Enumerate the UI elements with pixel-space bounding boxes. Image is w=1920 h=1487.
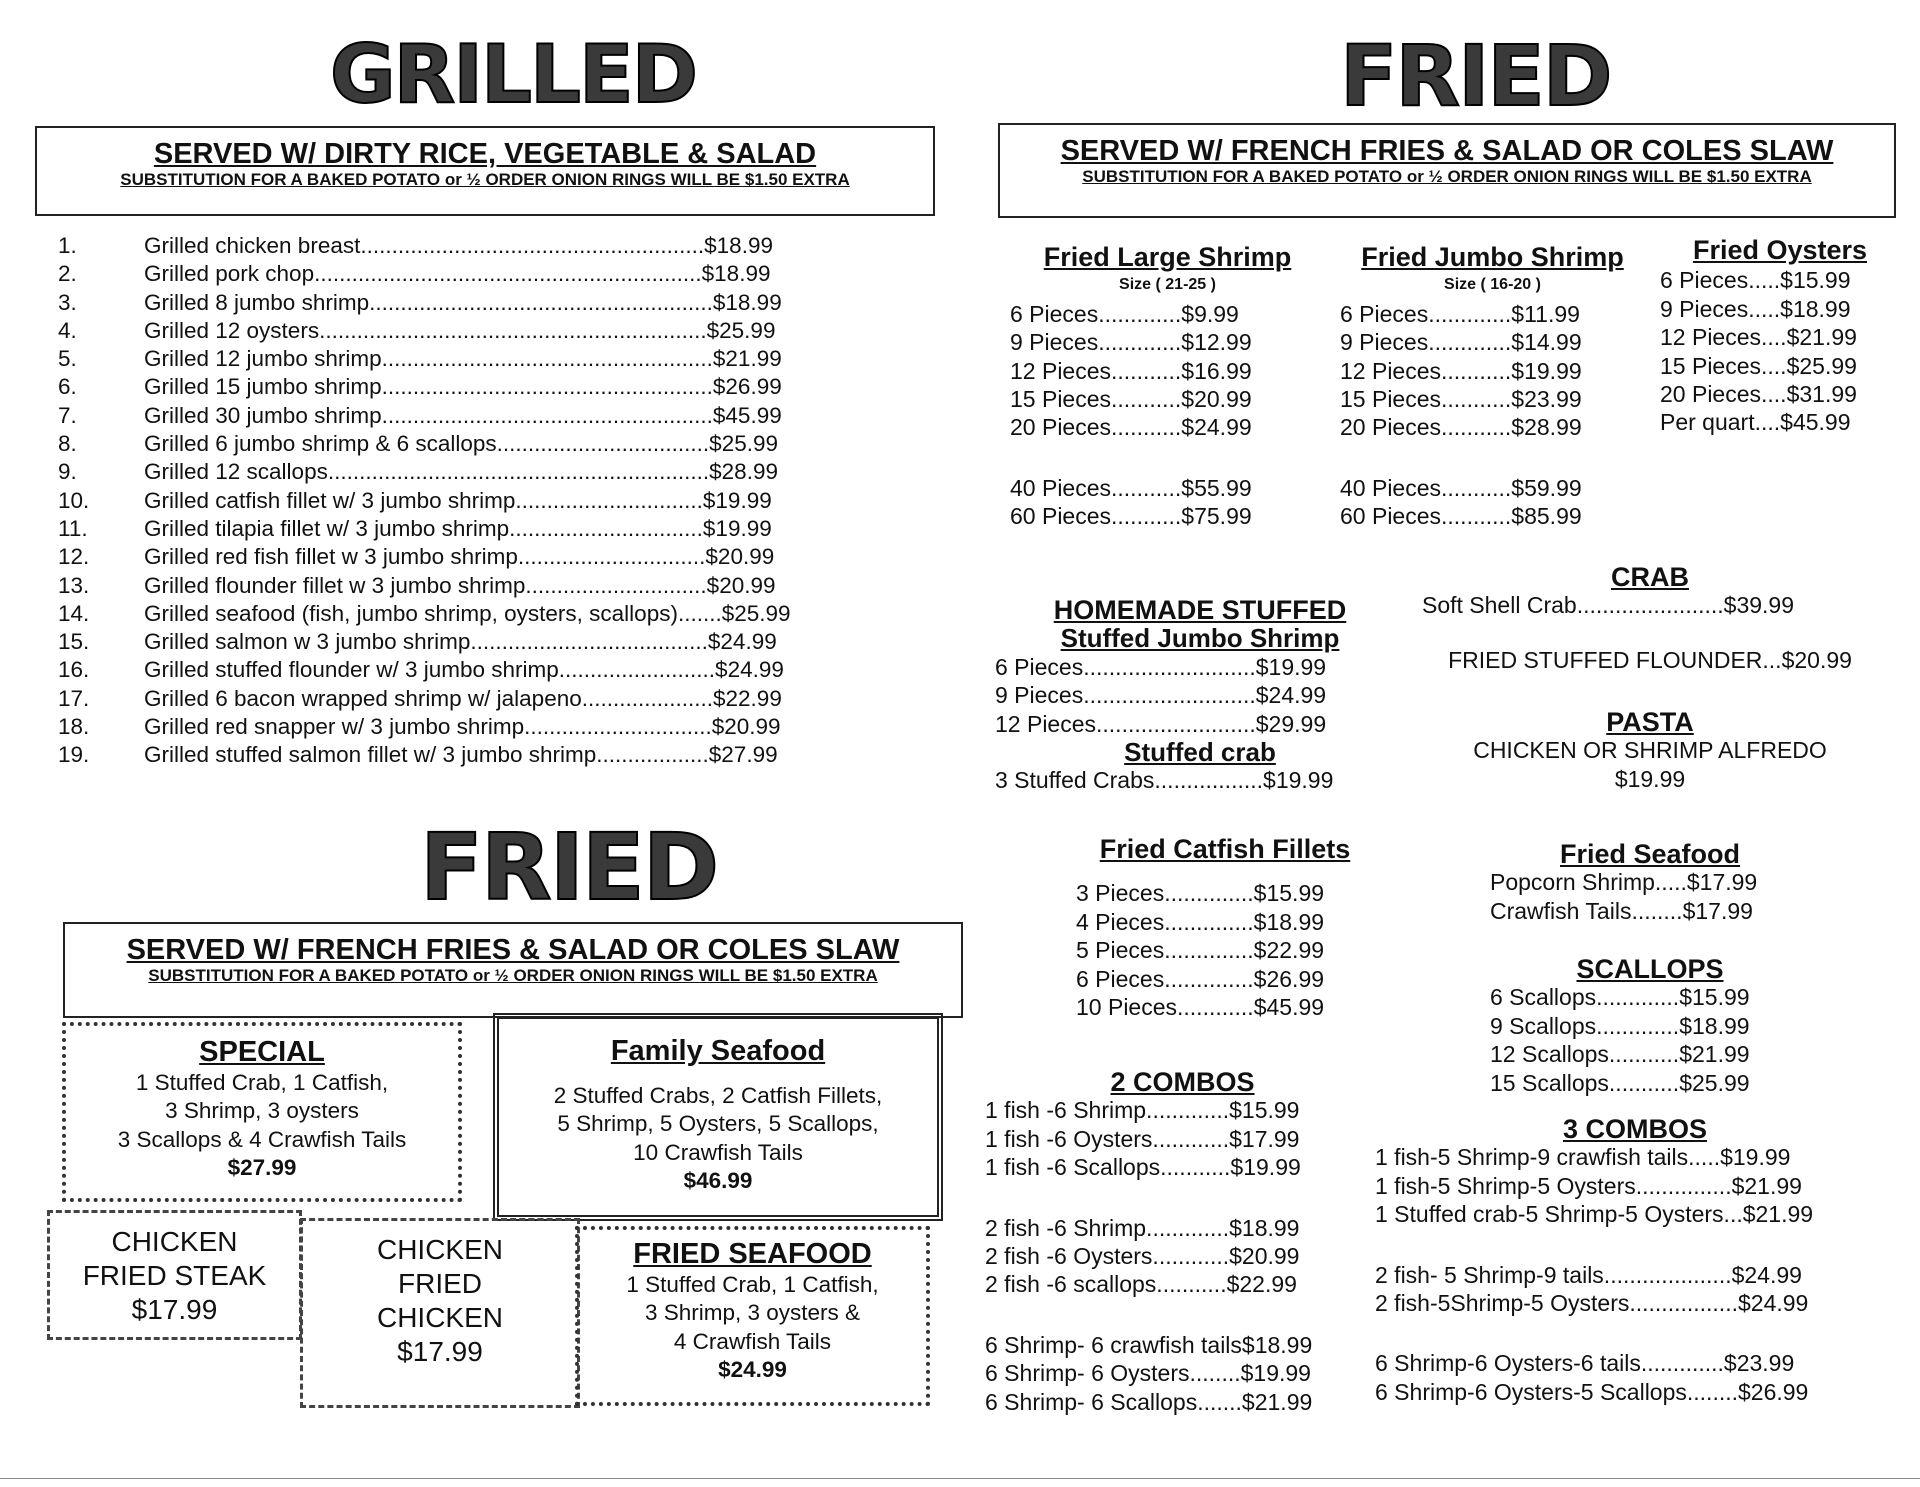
large-shrimp-price-line: 60 Pieces...........$75.99 — [1010, 503, 1252, 530]
jumbo-shrimp-price-line: 6 Pieces.............$11.99 — [1340, 300, 1580, 327]
scallops-section — [1460, 955, 1840, 1097]
grilled-item-text: Grilled chicken breast.......................................................$18.99 — [144, 233, 773, 258]
oysters-price-line: 6 Pieces.....$15.99 — [1660, 267, 1851, 294]
stuffed-jumbo-shrimp-prices — [995, 653, 1405, 738]
large-shrimp-price-line: 9 Pieces.............$12.99 — [1010, 329, 1252, 356]
two-combo-line: 1 fish -6 Scallops...........$19.99 — [985, 1154, 1301, 1181]
family-seafood-line: 10 Crawfish Tails — [633, 1139, 803, 1165]
three-combo-line — [1375, 1317, 1895, 1349]
grilled-substitution-text: SUBSTITUTION FOR A BAKED POTATO or ½ ORDER ONION RINGS WILL BE $1.50 EXTRA — [120, 170, 850, 189]
jumbo-shrimp-title: Fried Jumbo Shrimp — [1361, 242, 1624, 272]
grilled-menu-item — [58, 402, 938, 430]
two-combos-section — [985, 1068, 1380, 1416]
soft-shell-crab-line: Soft Shell Crab.......................$39.99 — [1422, 592, 1795, 619]
chicken-fried-chicken-line: FRIED — [398, 1268, 482, 1299]
grilled-item-number: 9. — [58, 459, 77, 485]
jumbo-shrimp-price-line: 20 Pieces...........$28.99 — [1340, 414, 1582, 441]
pasta-title: PASTA — [1606, 707, 1694, 737]
grilled-menu-item — [58, 713, 938, 741]
fried-top-title: FRIED — [1340, 27, 1611, 125]
large-shrimp-price-line — [1010, 442, 1325, 474]
fried-seafood-line: 1 Stuffed Crab, 1 Catfish, — [626, 1272, 879, 1297]
large-shrimp-price-line: 20 Pieces...........$24.99 — [1010, 414, 1252, 441]
three-combos-section — [1375, 1115, 1895, 1406]
grilled-menu-item — [58, 260, 938, 288]
scallops-price-line: 15 Scallops...........$25.99 — [1490, 1069, 1750, 1096]
jumbo-shrimp-size: Size ( 16-20 ) — [1444, 276, 1541, 294]
large-shrimp-title: Fried Large Shrimp — [1043, 242, 1292, 272]
three-combo-line — [1375, 1229, 1895, 1261]
grilled-item-number: 10. — [58, 487, 90, 513]
two-combo-line — [985, 1182, 1380, 1214]
stuffed-crab-line: 3 Stuffed Crabs.................$19.99 — [995, 767, 1334, 794]
grilled-item-text: Grilled 30 jumbo shrimp.....................................................$45.99 — [144, 402, 782, 428]
grilled-menu-item — [58, 543, 938, 571]
large-shrimp-price-line: 12 Pieces...........$16.99 — [1010, 357, 1252, 384]
fried-seafood-box — [575, 1226, 930, 1406]
large-shrimp-price-line: 6 Pieces.............$9.99 — [1010, 300, 1239, 327]
catfish-price-line: 10 Pieces............$45.99 — [1076, 994, 1325, 1021]
scallops-price-line: 9 Scallops.............$18.99 — [1490, 1012, 1750, 1039]
special-title: SPECIAL — [199, 1036, 325, 1068]
grilled-item-text: Grilled 6 jumbo shrimp & 6 scallops..................................$25.99 — [144, 431, 778, 457]
chicken-fried-steak-box — [47, 1210, 302, 1340]
fried-seafood-line: 3 Shrimp, 3 oysters & — [644, 1300, 861, 1326]
stuffed-flounder-line: FRIED STUFFED FLOUNDER...$20.99 — [1448, 646, 1852, 673]
large-shrimp-price-line: 15 Pieces...........$20.99 — [1010, 386, 1252, 413]
grilled-menu-item — [58, 232, 938, 260]
chicken-fried-steak-line: FRIED STEAK — [82, 1260, 267, 1291]
grilled-menu-item — [58, 515, 938, 543]
grilled-item-number: 2. — [58, 261, 77, 287]
grilled-item-text: Grilled 12 oysters..............................................................$25.99 — [144, 317, 776, 343]
two-combo-line: 6 Shrimp- 6 crawfish tails$18.99 — [985, 1331, 1313, 1358]
special-line: 1 Stuffed Crab, 1 Catfish, — [135, 1070, 389, 1095]
fried-seafood-price-line: Crawfish Tails........$17.99 — [1490, 897, 1753, 924]
grilled-menu-item — [58, 656, 938, 684]
two-combos-prices — [985, 1096, 1380, 1416]
stuffed-shrimp-price-line: 6 Pieces...........................$19.99 — [995, 653, 1327, 680]
grilled-menu-item — [58, 345, 938, 373]
special-price: $27.99 — [227, 1154, 297, 1180]
fried-seafood-price: $24.99 — [718, 1356, 787, 1382]
pasta-price: $19.99 — [1614, 765, 1686, 792]
two-combo-line: 6 Shrimp- 6 Scallops.......$21.99 — [985, 1388, 1313, 1415]
grilled-item-number: 14. — [58, 600, 90, 626]
special-box — [62, 1022, 462, 1202]
grilled-item-number: 4. — [58, 317, 77, 343]
grilled-menu-item — [58, 600, 938, 628]
grilled-item-number: 11. — [58, 515, 88, 541]
stuffed-jumbo-shrimp-title: Stuffed Jumbo Shrimp — [1060, 623, 1340, 654]
family-seafood-line: 2 Stuffed Crabs, 2 Catfish Fillets, — [553, 1083, 883, 1108]
scallops-price-line: 6 Scallops.............$15.99 — [1490, 984, 1750, 1011]
grilled-item-text: Grilled 15 jumbo shrimp.....................................................$26.99 — [144, 374, 782, 400]
oysters-title: Fried Oysters — [1692, 235, 1868, 265]
grilled-served-box — [35, 126, 935, 216]
fried-seafood-price-line: Popcorn Shrimp.....$17.99 — [1490, 869, 1758, 896]
oysters-price-line: 12 Pieces....$21.99 — [1660, 324, 1857, 351]
grilled-item-text: Grilled flounder fillet w 3 jumbo shrimp.............................$20.99 — [144, 572, 776, 598]
homemade-stuffed-section — [995, 596, 1405, 795]
jumbo-shrimp-price-line: 9 Pieces.............$14.99 — [1340, 329, 1582, 356]
fried-top-served-text: SERVED W/ FRENCH FRIES & SALAD OR COLES SLAW — [1060, 135, 1834, 167]
oysters-price-line: 9 Pieces.....$18.99 — [1660, 295, 1851, 322]
two-combo-line: 1 fish -6 Oysters............$17.99 — [985, 1125, 1300, 1152]
grilled-menu-item — [58, 430, 938, 458]
fried-seafood-right-section — [1460, 840, 1840, 925]
grilled-menu-item — [58, 572, 938, 600]
grilled-item-text: Grilled stuffed flounder w/ 3 jumbo shrimp.........................$24.99 — [144, 657, 784, 683]
three-combo-line: 6 Shrimp-6 Oysters-5 Scallops........$26.99 — [1375, 1378, 1809, 1405]
two-combo-line: 2 fish -6 Shrimp.............$18.99 — [985, 1214, 1300, 1241]
two-combo-line: 6 Shrimp- 6 Oysters........$19.99 — [985, 1360, 1311, 1387]
chicken-fried-chicken-line: CHICKEN — [376, 1234, 503, 1265]
three-combo-line: 1 fish-5 Shrimp-5 Oysters...............$21.99 — [1375, 1172, 1802, 1199]
catfish-price-line: 5 Pieces..............$22.99 — [1076, 937, 1325, 964]
grilled-menu-item — [58, 373, 938, 401]
jumbo-shrimp-price-line: 12 Pieces...........$19.99 — [1340, 357, 1582, 384]
fried-bottom-title: FRIED — [420, 814, 718, 921]
three-combo-line: 1 fish-5 Shrimp-9 crawfish tails.....$19.99 — [1375, 1144, 1791, 1171]
grilled-item-number: 12. — [58, 544, 90, 570]
grilled-menu-item — [58, 317, 938, 345]
fried-seafood-title: FRIED SEAFOOD — [633, 1238, 872, 1270]
chicken-fried-chicken-price: $17.99 — [397, 1336, 483, 1367]
grilled-menu-list — [58, 232, 938, 770]
oysters-price-line: 20 Pieces....$31.99 — [1660, 381, 1857, 408]
fried-bottom-served-text: SERVED W/ FRENCH FRIES & SALAD OR COLES SLAW — [126, 934, 900, 966]
grilled-item-text: Grilled stuffed salmon fillet w/ 3 jumbo shrimp..................$27.99 — [144, 742, 778, 768]
catfish-price-line: 3 Pieces..............$15.99 — [1076, 880, 1325, 907]
jumbo-shrimp-price-line: 40 Pieces...........$59.99 — [1340, 474, 1582, 501]
jumbo-shrimp-price-line: 15 Pieces...........$23.99 — [1340, 386, 1582, 413]
fried-seafood-line: 4 Crawfish Tails — [673, 1328, 832, 1354]
three-combo-line: 1 Stuffed crab-5 Shrimp-5 Oysters...$21.99 — [1375, 1201, 1814, 1228]
stuffed-shrimp-price-line: 12 Pieces.........................$29.99 — [995, 710, 1327, 737]
grilled-menu-item — [58, 741, 938, 769]
large-shrimp-size: Size ( 21-25 ) — [1119, 276, 1216, 294]
scallops-price-line: 12 Scallops...........$21.99 — [1490, 1041, 1750, 1068]
special-line: 3 Scallops & 4 Crawfish Tails — [117, 1126, 407, 1152]
grilled-item-number: 7. — [58, 402, 77, 428]
fried-seafood-right-title: Fried Seafood — [1559, 839, 1741, 869]
crab-section — [1420, 563, 1880, 674]
grilled-menu-item — [58, 458, 938, 486]
jumbo-shrimp-section — [1340, 243, 1645, 531]
chicken-fried-steak-price: $17.99 — [131, 1294, 218, 1325]
grilled-item-text: Grilled catfish fillet w/ 3 jumbo shrimp..............................$19.99 — [144, 487, 772, 513]
family-seafood-line: 5 Shrimp, 5 Oysters, 5 Scallops, — [557, 1111, 879, 1137]
scallops-prices — [1460, 983, 1840, 1097]
two-combos-title: 2 COMBOS — [1110, 1067, 1255, 1097]
grilled-item-number: 8. — [58, 431, 77, 457]
grilled-item-text: Grilled tilapia fillet w/ 3 jumbo shrimp...............................$19.99 — [144, 515, 772, 541]
grilled-item-number: 6. — [58, 374, 77, 400]
grilled-title: GRILLED — [330, 28, 697, 121]
grilled-item-text: Grilled seafood (fish, jumbo shrimp, oysters, scallops).......$25.99 — [144, 600, 791, 626]
catfish-title: Fried Catfish Fillets — [1099, 834, 1351, 864]
grilled-menu-item — [58, 685, 938, 713]
oysters-prices — [1660, 266, 1900, 436]
grilled-item-number: 15. — [58, 629, 90, 655]
two-combo-line: 2 fish -6 scallops...........$22.99 — [985, 1271, 1297, 1298]
scallops-title: SCALLOPS — [1576, 954, 1724, 984]
large-shrimp-section — [1010, 243, 1325, 531]
family-seafood-title: Family Seafood — [610, 1035, 826, 1067]
grilled-item-text: Grilled 6 bacon wrapped shrimp w/ jalapeno.....................$22.99 — [144, 685, 782, 711]
jumbo-shrimp-prices — [1340, 300, 1645, 531]
three-combo-line: 6 Shrimp-6 Oysters-6 tails.............$23.99 — [1375, 1350, 1795, 1377]
grilled-item-text: Grilled 12 scallops.............................................................$28.99 — [144, 459, 778, 485]
catfish-section — [1070, 835, 1380, 1021]
family-seafood-box — [493, 1013, 943, 1221]
pasta-section — [1420, 708, 1880, 793]
catfish-price-line: 6 Pieces..............$26.99 — [1076, 965, 1325, 992]
page-bottom-rule — [0, 1478, 1920, 1479]
three-combos-title: 3 COMBOS — [1562, 1114, 1708, 1144]
chicken-fried-steak-line: CHICKEN — [111, 1226, 238, 1257]
grilled-item-number: 5. — [58, 346, 77, 372]
grilled-item-number: 16. — [58, 657, 90, 683]
grilled-item-number: 19. — [58, 742, 90, 768]
fried-bottom-served-box — [63, 922, 963, 1018]
two-combo-line — [985, 1299, 1380, 1331]
fried-top-substitution-text: SUBSTITUTION FOR A BAKED POTATO or ½ ORDER ONION RINGS WILL BE $1.50 EXTRA — [1082, 167, 1812, 186]
grilled-item-text: Grilled red fish fillet w 3 jumbo shrimp..............................$20.99 — [144, 544, 775, 570]
catfish-prices — [1070, 879, 1380, 1021]
family-seafood-price: $46.99 — [683, 1167, 753, 1193]
jumbo-shrimp-price-line: 60 Pieces...........$85.99 — [1340, 503, 1582, 530]
grilled-item-text: Grilled 8 jumbo shrimp.......................................................$18.99 — [144, 289, 782, 315]
grilled-item-number: 13. — [58, 572, 90, 598]
large-shrimp-price-line: 40 Pieces...........$55.99 — [1010, 474, 1252, 501]
special-line: 3 Shrimp, 3 oysters — [165, 1098, 359, 1124]
fried-bottom-substitution-text: SUBSTITUTION FOR A BAKED POTATO or ½ ORDER ONION RINGS WILL BE $1.50 EXTRA — [148, 966, 878, 985]
grilled-item-text: Grilled salmon w 3 jumbo shrimp......................................$24.99 — [144, 629, 777, 655]
pasta-line: CHICKEN OR SHRIMP ALFREDO — [1473, 737, 1827, 764]
stuffed-crab-title: Stuffed crab — [1124, 737, 1276, 768]
oysters-price-line: Per quart....$45.99 — [1660, 409, 1851, 436]
grilled-item-text: Grilled pork chop..............................................................$18.99 — [144, 261, 771, 287]
grilled-item-text: Grilled 12 jumbo shrimp.....................................................$21.99 — [144, 346, 782, 372]
grilled-item-number: 18. — [58, 714, 90, 740]
oysters-price-line: 15 Pieces....$25.99 — [1660, 352, 1857, 379]
fried-seafood-right-prices — [1460, 868, 1840, 925]
stuffed-shrimp-price-line: 9 Pieces...........................$24.99 — [995, 682, 1327, 709]
grilled-item-number: 17. — [58, 685, 90, 711]
jumbo-shrimp-price-line — [1340, 442, 1645, 474]
grilled-menu-item — [58, 487, 938, 515]
three-combo-line: 2 fish-5Shrimp-5 Oysters.................$24.99 — [1375, 1290, 1809, 1317]
crab-title: CRAB — [1611, 562, 1689, 592]
fried-top-served-box — [998, 123, 1896, 218]
grilled-menu-item — [58, 289, 938, 317]
grilled-item-number: 1. — [58, 233, 77, 258]
three-combos-prices — [1375, 1143, 1895, 1406]
three-combo-line: 2 fish- 5 Shrimp-9 tails....................$24.99 — [1375, 1261, 1802, 1288]
grilled-served-text: SERVED W/ DIRTY RICE, VEGETABLE & SALAD — [153, 138, 817, 170]
two-combo-line: 2 fish -6 Oysters............$20.99 — [985, 1243, 1300, 1270]
catfish-price-line: 4 Pieces..............$18.99 — [1076, 908, 1325, 935]
homemade-stuffed-title: HOMEMADE STUFFED — [1053, 595, 1347, 625]
grilled-item-text: Grilled red snapper w/ 3 jumbo shrimp..............................$20.99 — [144, 714, 781, 740]
two-combo-line: 1 fish -6 Shrimp.............$15.99 — [985, 1097, 1300, 1124]
chicken-fried-chicken-box — [300, 1218, 580, 1408]
grilled-item-number: 3. — [58, 289, 77, 315]
grilled-menu-item — [58, 628, 938, 656]
oysters-section — [1660, 236, 1900, 437]
chicken-fried-chicken-line: CHICKEN — [376, 1302, 503, 1333]
large-shrimp-prices — [1010, 300, 1325, 531]
